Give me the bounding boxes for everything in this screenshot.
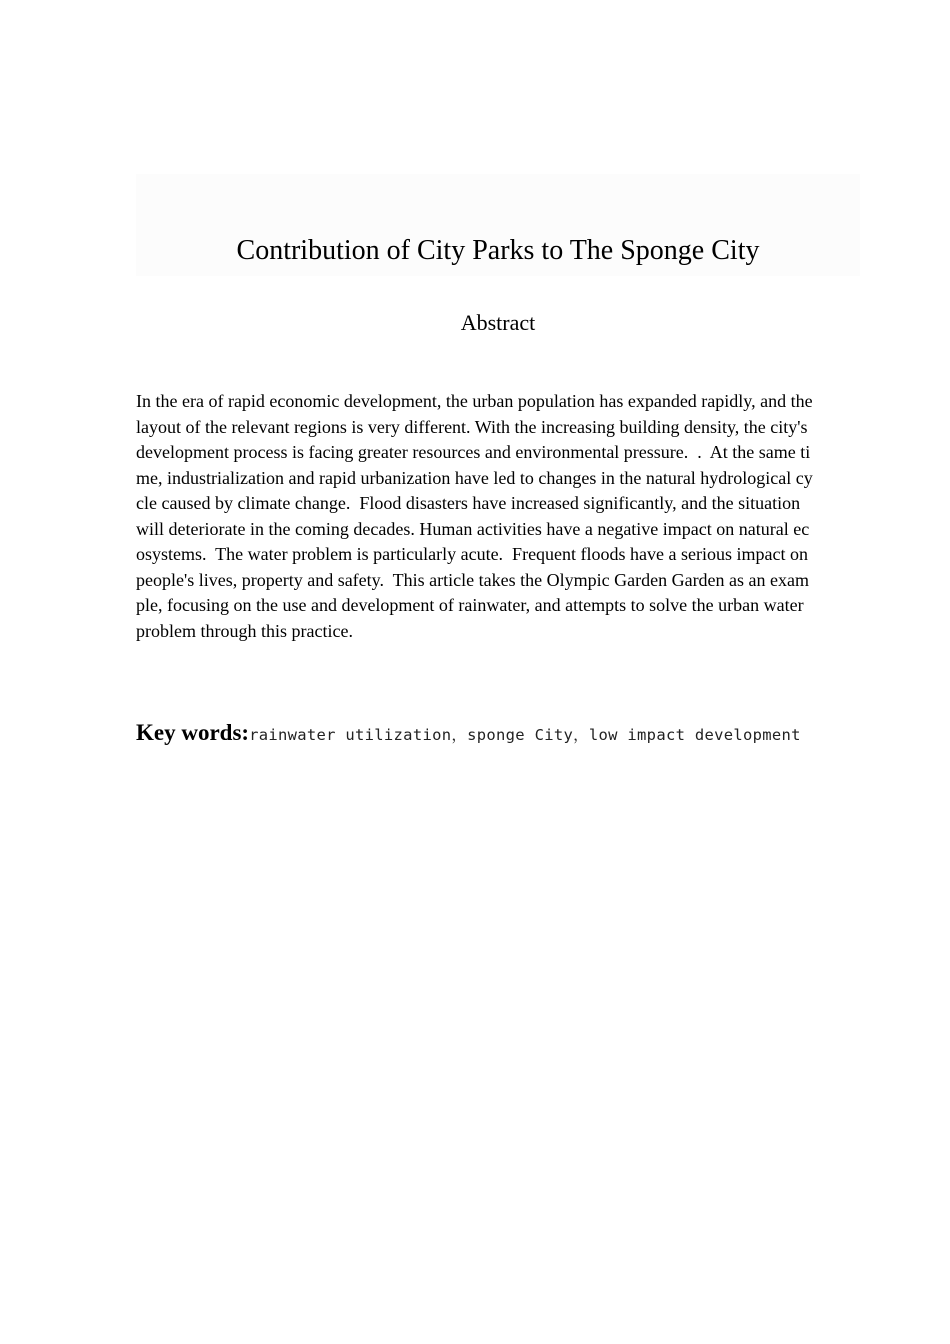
abstract-line: development process is facing greater resources and environmental pressure. . At the same ti [136,442,811,462]
document-title: Contribution of City Parks to The Sponge City [236,235,760,266]
abstract-heading: Abstract [460,310,536,335]
abstract-line: ple, focusing on the use and development of rainwater, and attempts to solve the urban water [136,595,804,615]
abstract-line: layout of the relevant regions is very different. With the increasing building density, the city's [136,416,808,437]
keywords-label: Key words: [136,720,250,745]
abstract-line: In the era of rapid economic development, the urban population has expanded rapidly, and the [136,391,813,411]
abstract-body [136,389,860,644]
abstract-line: will deteriorate in the coming decades. Human activities have a negative impact on natural ec [136,518,810,539]
keywords [136,716,860,752]
keywords-text: rainwater utilization，sponge City，low impact development [249,726,801,744]
abstract-line: people's lives, property and safety. This article takes the Olympic Garden Garden as an exam [136,569,810,590]
abstract-line: me, industrialization and rapid urbanization have led to changes in the natural hydrological cy [136,467,813,488]
abstract-line: osystems. The water problem is particularly acute. Frequent floods have a serious impact on [136,544,808,564]
abstract-line: problem through this practice. [136,620,353,641]
abstract-line: cle caused by climate change. Flood disasters have increased significantly, and the situation [136,493,801,513]
